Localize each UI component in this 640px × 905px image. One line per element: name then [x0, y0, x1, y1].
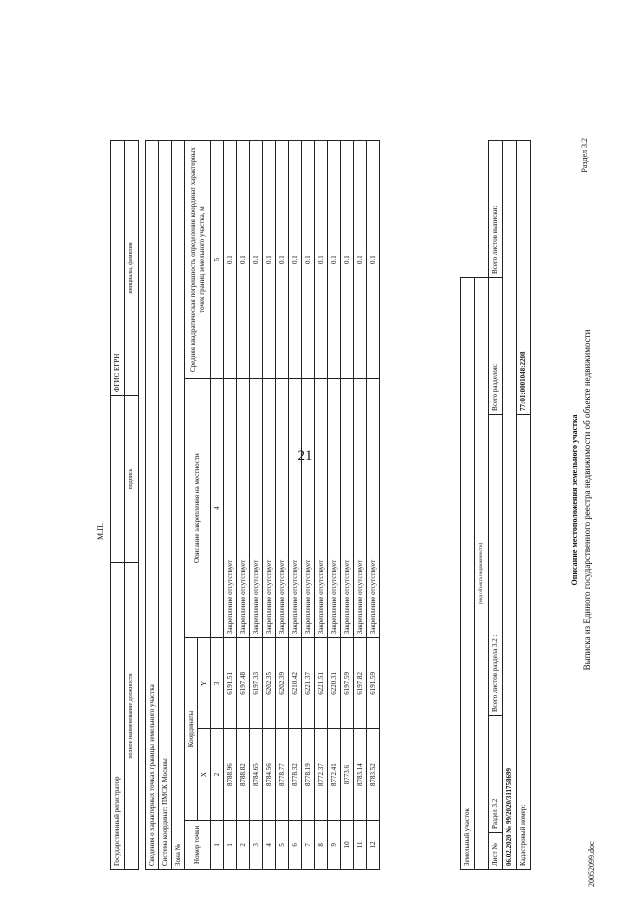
point-number: 9	[328, 820, 341, 869]
position-caption: полное наименование должности	[125, 563, 139, 870]
coord-x: 8778.77	[276, 729, 289, 820]
fixing-description: Закрепление отсутствует	[315, 379, 328, 638]
rms-error: 0.1	[289, 141, 302, 379]
point-number: 8	[315, 820, 328, 869]
col-num: 5	[211, 141, 224, 379]
col-coords-header: Координаты	[185, 638, 198, 821]
col-error-header: Средняя квадратическая погрешность определения координат характерных точек границ земельного участка, м	[185, 141, 211, 379]
sheet-value: Раздел 3.2	[489, 716, 503, 833]
coord-x: 8784.65	[250, 729, 263, 820]
rms-error: 0.1	[237, 141, 250, 379]
file-name: 20052099.doc	[587, 841, 596, 887]
table-row	[276, 141, 289, 870]
coord-x: 8773.6	[341, 729, 354, 820]
fixing-description: Закрепление отсутствует	[367, 379, 380, 638]
section-label: Раздел 3.2	[580, 138, 589, 173]
fixing-description: Закрепление отсутствует	[263, 379, 276, 638]
total-sections: Всего разделов:	[489, 278, 503, 415]
signature-field	[111, 396, 125, 563]
col-num: 2	[211, 729, 224, 820]
coord-x: 8778.32	[289, 729, 302, 820]
table-row	[328, 141, 341, 870]
sign-caption: подпись	[125, 396, 139, 563]
rms-error: 0.1	[224, 141, 237, 379]
table-row	[237, 141, 250, 870]
coord-y: 6202.39	[276, 638, 289, 729]
coord-y: 6197.48	[237, 638, 250, 729]
coord-x: 8772.41	[328, 729, 341, 820]
fixing-description: Закрепление отсутствует	[354, 379, 367, 638]
section-sheets: Всего листов раздела 3.2 :	[489, 415, 503, 716]
coord-y: 6210.42	[289, 638, 302, 729]
fixing-description: Закрепление отсутствует	[341, 379, 354, 638]
object-info-table	[460, 140, 531, 870]
col-y-header: Y	[198, 638, 211, 729]
sheet-label: Лист №	[489, 833, 503, 870]
coord-x: 8783.14	[354, 729, 367, 820]
table-row	[354, 141, 367, 870]
coord-system: Система координат: ПМСК Москвы	[159, 141, 172, 870]
object-type: Земельный участок	[461, 278, 475, 870]
coord-y: 6197.59	[341, 638, 354, 729]
document-subtitle: Описание местоположения земельного участка	[570, 414, 579, 586]
point-number: 1	[224, 820, 237, 869]
coord-x: 8788.82	[237, 729, 250, 820]
rms-error: 0.1	[341, 141, 354, 379]
coord-y: 6220.31	[328, 638, 341, 729]
point-number: 7	[302, 820, 315, 869]
fixing-description: Закрепление отсутствует	[250, 379, 263, 638]
rms-error: 0.1	[315, 141, 328, 379]
rotated-extract	[96, 130, 620, 870]
coord-x: 8778.19	[302, 729, 315, 820]
point-number: 12	[367, 820, 380, 869]
rms-error: 0.1	[250, 141, 263, 379]
fixing-description: Закрепление отсутствует	[302, 379, 315, 638]
document-title: Выписка из Единого государственного реестра недвижимости об объекте недвижимости	[582, 329, 592, 671]
cadastral-value: 77:01:0001048:2208	[517, 141, 531, 415]
coord-y: 6191.59	[367, 638, 380, 729]
table-row	[341, 141, 354, 870]
coord-x: 8784.56	[263, 729, 276, 820]
table-row	[250, 141, 263, 870]
cadastral-label: Кадастровый номер:	[517, 415, 531, 870]
fixing-description: Закрепление отсутствует	[289, 379, 302, 638]
name-caption: инициалы, фамилия	[125, 141, 139, 396]
col-num: 3	[211, 638, 224, 729]
coord-y: 6191.51	[224, 638, 237, 729]
signature-table	[110, 140, 139, 870]
point-number: 4	[263, 820, 276, 869]
point-number: 10	[341, 820, 354, 869]
point-number: 11	[354, 820, 367, 869]
rms-error: 0.1	[328, 141, 341, 379]
col-num: 4	[211, 379, 224, 638]
rms-error: 0.1	[367, 141, 380, 379]
rms-error: 0.1	[276, 141, 289, 379]
table-row	[224, 141, 237, 870]
coord-y: 6221.51	[315, 638, 328, 729]
coord-y: 6202.35	[263, 638, 276, 729]
coord-x: 8788.96	[224, 729, 237, 820]
date-number: 06.02.2020 № 99/2020/311758699	[503, 141, 517, 870]
col-x-header: X	[198, 729, 211, 820]
table-row	[367, 141, 380, 870]
zone-label: Зона №	[172, 141, 185, 870]
coord-y: 6221.37	[302, 638, 315, 729]
stamp-label: М.П.	[96, 523, 105, 540]
rms-error: 0.1	[354, 141, 367, 379]
fixing-description: Закрепление отсутствует	[276, 379, 289, 638]
table-row	[263, 141, 276, 870]
page-number: 21	[297, 448, 313, 464]
table-row	[289, 141, 302, 870]
total-sheets: Всего листов выписки:	[489, 141, 503, 278]
coord-x: 8772.37	[315, 729, 328, 820]
registry-org: ФГИС ЕГРН	[111, 141, 125, 396]
coord-y: 6197.82	[354, 638, 367, 729]
fixing-description: Закрепление отсутствует	[224, 379, 237, 638]
point-number: 2	[237, 820, 250, 869]
coord-x: 8783.52	[367, 729, 380, 820]
table-row	[315, 141, 328, 870]
registrar-position: Государственный регистратор	[111, 563, 125, 870]
rms-error: 0.1	[302, 141, 315, 379]
col-point-header: Номер точки	[185, 820, 211, 869]
table-row	[302, 141, 315, 870]
object-kind-caption: (вид объекта недвижимости)	[475, 278, 489, 870]
fixing-description: Закрепление отсутствует	[237, 379, 250, 638]
coord-y: 6197.33	[250, 638, 263, 729]
col-num: 1	[211, 820, 224, 869]
col-desc-header: Описание закрепления на местности	[185, 379, 211, 638]
points-section-title: Сведения о характерных точках границы земельного участка	[146, 141, 159, 870]
point-number: 5	[276, 820, 289, 869]
rms-error: 0.1	[263, 141, 276, 379]
boundary-points-table	[145, 140, 380, 870]
point-number: 6	[289, 820, 302, 869]
point-number: 3	[250, 820, 263, 869]
fixing-description: Закрепление отсутствует	[328, 379, 341, 638]
